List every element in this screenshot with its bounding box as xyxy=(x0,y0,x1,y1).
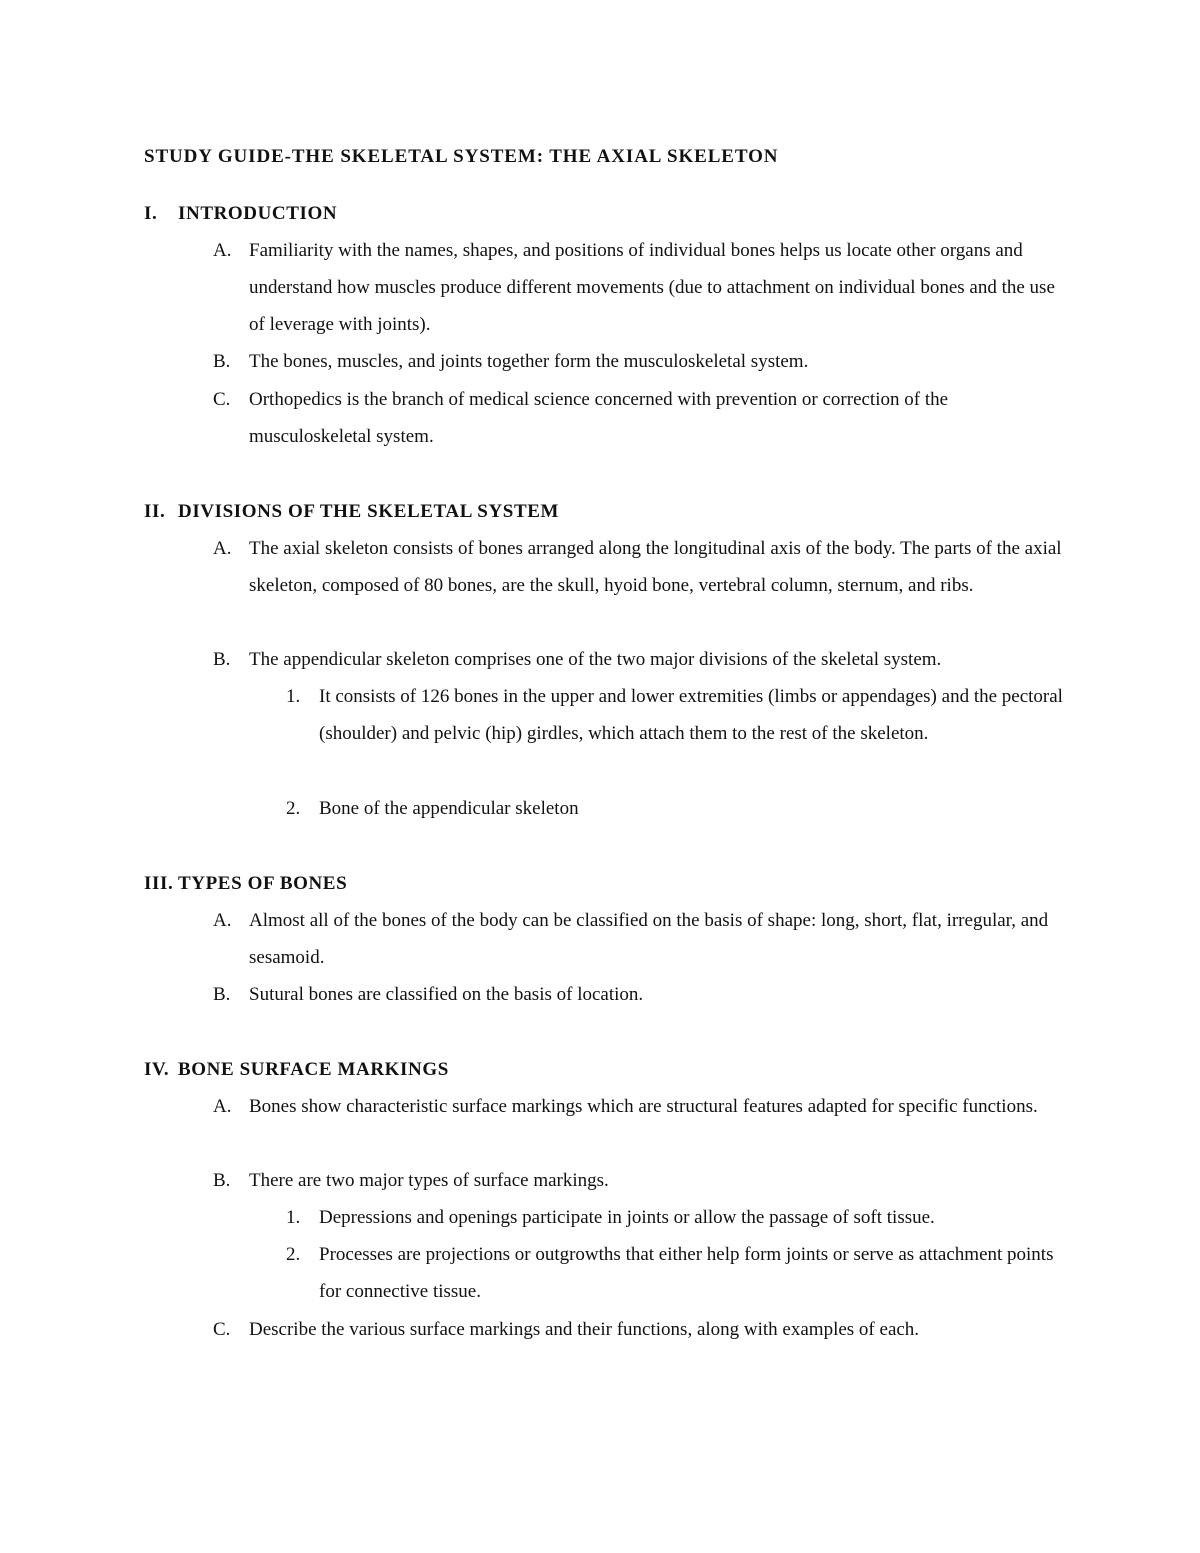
list-marker: B. xyxy=(213,984,231,1005)
list-item-text: Processes are projections or outgrowths that either help form joints or serve as attachment points for connective tissue. xyxy=(319,1244,1054,1302)
list-marker: C. xyxy=(213,1319,231,1340)
section-numeral: I. xyxy=(144,203,158,224)
list-item xyxy=(213,1162,1073,1199)
section-numeral: IV. xyxy=(144,1059,170,1080)
list-item-text: It consists of 126 bones in the upper and lower extremities (limbs or appendages) and the pectoral (shoulder) and pelvic (hip) girdles, which attach them to the rest of the skeleton. xyxy=(319,686,1063,744)
list-marker: A. xyxy=(213,538,232,559)
list-item-text: Bone of the appendicular skeleton xyxy=(319,798,579,819)
list-marker: 1. xyxy=(286,686,301,707)
section-heading-divisions xyxy=(144,501,559,523)
list-marker: B. xyxy=(213,649,231,670)
list-item xyxy=(213,1088,1073,1125)
list-item-text: Sutural bones are classified on the basis of location. xyxy=(249,984,644,1005)
list-item-text: Familiarity with the names, shapes, and positions of individual bones helps us locate other organs and understand how muscles produce different movements (due to attachment on individual bones and the use of leverage with joints). xyxy=(249,240,1055,335)
document-title: STUDY GUIDE-THE SKELETAL SYSTEM: THE AXIAL SKELETON xyxy=(144,146,779,167)
list-subitem xyxy=(286,790,1076,827)
section-numeral: II. xyxy=(144,501,166,522)
list-item xyxy=(213,530,1073,604)
list-item xyxy=(213,343,1073,380)
section-heading-types-of-bones xyxy=(144,873,347,895)
section-title: DIVISIONS OF THE SKELETAL SYSTEM xyxy=(178,501,560,522)
list-marker: A. xyxy=(213,1096,232,1117)
list-item-text: There are two major types of surface markings. xyxy=(249,1170,609,1191)
section-title: TYPES OF BONES xyxy=(178,873,348,894)
list-item xyxy=(213,381,1073,455)
list-marker: 1. xyxy=(286,1207,301,1228)
section-title: INTRODUCTION xyxy=(178,203,338,224)
list-item xyxy=(213,902,1073,976)
section-heading-introduction xyxy=(144,203,337,225)
section-title: BONE SURFACE MARKINGS xyxy=(178,1059,449,1080)
list-marker: B. xyxy=(213,1170,231,1191)
list-item-text: Bones show characteristic surface markings which are structural features adapted for specific functions. xyxy=(249,1096,1038,1117)
list-marker: B. xyxy=(213,351,231,372)
list-item xyxy=(213,641,1073,678)
list-item-text: Describe the various surface markings and their functions, along with examples of each. xyxy=(249,1319,920,1340)
list-item-text: The axial skeleton consists of bones arranged along the longitudinal axis of the body. The parts of the axial skeleton, composed of 80 bones, are the skull, hyoid bone, vertebral column, sternum, and ribs. xyxy=(249,538,1062,596)
section-numeral: III. xyxy=(144,873,174,894)
list-subitem xyxy=(286,1236,1076,1310)
list-item xyxy=(213,232,1073,343)
list-marker: 2. xyxy=(286,798,301,819)
list-item-text: The appendicular skeleton comprises one of the two major divisions of the skeletal system. xyxy=(249,649,942,670)
list-item-text: The bones, muscles, and joints together form the musculoskeletal system. xyxy=(249,351,809,372)
list-marker: C. xyxy=(213,389,231,410)
list-subitem xyxy=(286,1199,1076,1236)
list-item-text: Almost all of the bones of the body can be classified on the basis of shape: long, short, flat, irregular, and sesamoid. xyxy=(249,910,1049,968)
list-item-text: Orthopedics is the branch of medical science concerned with prevention or correction of the musculoskeletal system. xyxy=(249,389,949,447)
list-item xyxy=(213,1311,1073,1348)
list-marker: A. xyxy=(213,240,232,261)
list-marker: 2. xyxy=(286,1244,301,1265)
list-item-text: Depressions and openings participate in joints or allow the passage of soft tissue. xyxy=(319,1207,935,1228)
list-subitem xyxy=(286,678,1076,752)
list-marker: A. xyxy=(213,910,232,931)
section-heading-bone-surface-markings xyxy=(144,1059,449,1081)
list-item xyxy=(213,976,1073,1013)
